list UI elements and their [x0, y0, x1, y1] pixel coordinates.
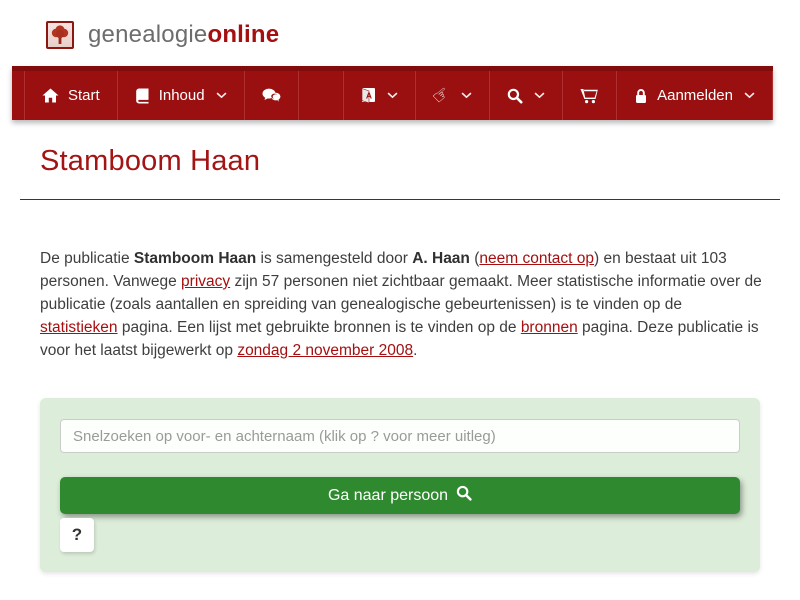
chevron-down-icon — [387, 92, 398, 99]
intro-text: . — [413, 342, 418, 359]
publication-intro-text — [40, 247, 762, 362]
intro-text: De publicatie — [40, 250, 134, 267]
intro-text: zijn 57 personen niet zichtbaar gemaakt. Meer statistische informatie over de publicatie (zoals aantallen en spreiding van genealogische gebeurtenissen) is te vinden op de — [40, 273, 762, 313]
main-navbar — [12, 66, 773, 120]
nav-start-label: Start — [68, 87, 100, 104]
brand-wordmark — [88, 21, 279, 49]
quick-search-panel — [40, 398, 760, 572]
intro-link[interactable]: statistieken — [40, 319, 118, 336]
chevron-down-icon — [744, 92, 755, 99]
page-title: Stamboom Haan — [40, 145, 261, 177]
intro-text: is samengesteld door — [256, 250, 413, 267]
quick-search-input[interactable] — [60, 419, 740, 453]
intro-text: ( — [469, 250, 480, 267]
site-header — [0, 0, 800, 66]
intro-link[interactable]: privacy — [181, 273, 231, 290]
nav-item-comments[interactable] — [245, 71, 299, 120]
nav-inhoud-label: Inhoud — [158, 87, 205, 104]
lock-icon — [634, 88, 648, 104]
chevron-down-icon — [461, 92, 472, 99]
brand-red: online — [207, 21, 280, 48]
nav-item-search[interactable] — [490, 71, 563, 120]
intro-link[interactable]: zondag 2 november 2008 — [237, 342, 414, 359]
language-icon — [361, 87, 376, 104]
nav-item-aanmelden[interactable] — [617, 71, 773, 120]
intro-text: ) en bestaat uit 103 personen. Vanwege — [40, 250, 727, 290]
help-button[interactable]: ? — [60, 518, 94, 552]
cart-icon — [580, 88, 599, 104]
title-divider — [20, 199, 780, 200]
brand-logo[interactable] — [46, 21, 279, 49]
chevron-down-icon — [534, 92, 545, 99]
chevron-down-icon — [216, 92, 227, 99]
nav-item-inhoud[interactable] — [118, 71, 245, 120]
nav-aanmelden-label: Aanmelden — [657, 87, 733, 104]
nav-item-recommend[interactable] — [416, 71, 490, 120]
nav-spacer — [299, 71, 344, 120]
intro-link[interactable]: neem contact op — [479, 250, 594, 267]
comments-icon — [262, 88, 281, 103]
brand-gray: genealogie — [88, 21, 208, 48]
go-to-person-button[interactable] — [60, 477, 740, 514]
nav-item-language[interactable] — [344, 71, 416, 120]
book-icon — [135, 88, 150, 104]
search-icon — [507, 88, 523, 104]
go-button-label: Ga naar persoon — [327, 486, 449, 504]
main-content — [0, 120, 800, 572]
intro-text: pagina. Deze publicatie is voor het laatst bijgewerkt op — [40, 319, 759, 359]
nav-item-start[interactable] — [24, 71, 118, 120]
search-icon — [456, 485, 472, 506]
nav-item-cart[interactable] — [563, 71, 617, 120]
intro-text: pagina. Een lijst met gebruikte bronnen is te vinden op de — [117, 319, 521, 336]
tree-logo-icon — [46, 21, 74, 49]
intro-bold: Stamboom Haan — [133, 250, 257, 267]
svg-text:A: A — [365, 90, 373, 101]
home-icon — [42, 88, 59, 103]
intro-bold: A. Haan — [412, 250, 470, 267]
recommend-hand-icon: ☞ — [428, 81, 455, 110]
intro-link[interactable]: bronnen — [520, 319, 578, 336]
